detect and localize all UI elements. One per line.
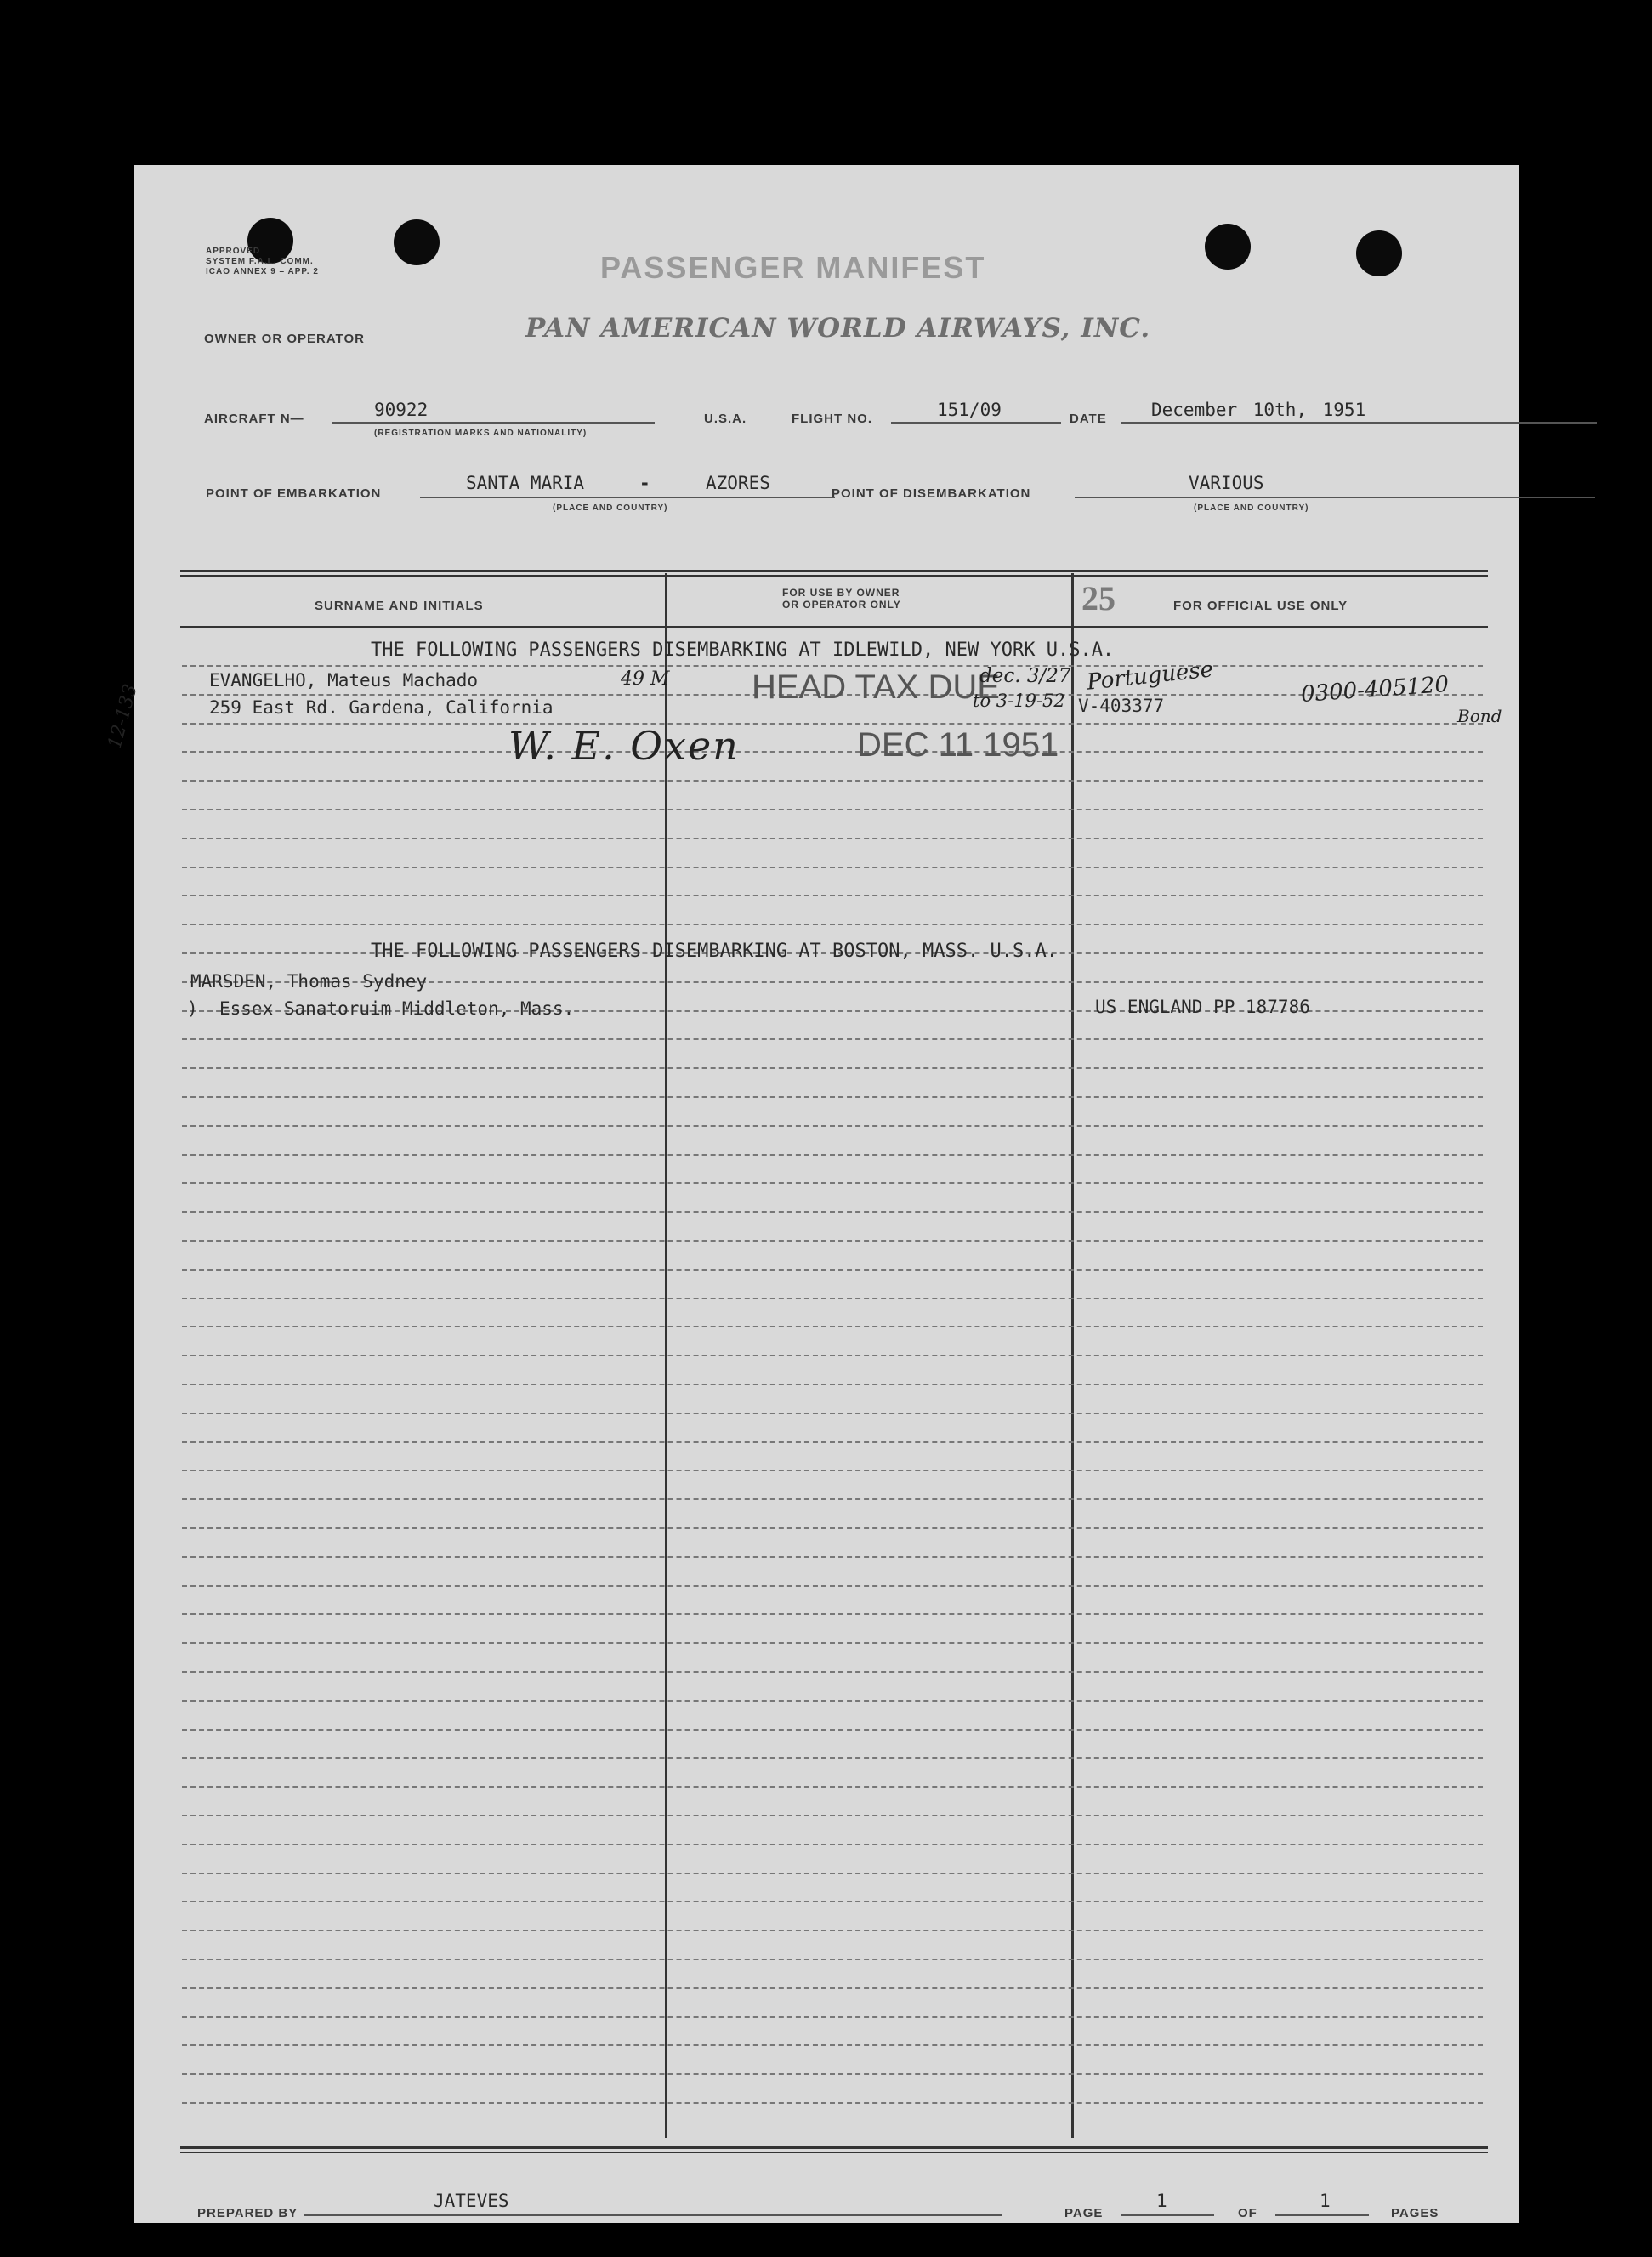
row-line xyxy=(182,1096,1483,1098)
row-line xyxy=(182,867,1483,868)
row-line xyxy=(182,2016,1483,2018)
embarkation-dash: - xyxy=(639,473,650,493)
row-line xyxy=(182,1700,1483,1702)
row-line xyxy=(182,809,1483,810)
column-header-owner-1: FOR USE BY OWNER xyxy=(782,587,900,599)
disembarkation-label: POINT OF DISEMBARKATION xyxy=(832,486,1031,501)
bond-note: Bond xyxy=(1457,706,1502,726)
row-line xyxy=(182,2102,1483,2104)
row-line xyxy=(182,2044,1483,2046)
date-underline xyxy=(1121,422,1597,424)
row-line xyxy=(182,780,1483,782)
prepared-by: JATEVES xyxy=(434,2191,509,2211)
row-line xyxy=(182,1729,1483,1731)
row-line xyxy=(182,1930,1483,1931)
punch-hole xyxy=(1356,230,1402,276)
disembarkation-caption: (PLACE AND COUNTRY) xyxy=(1194,503,1309,513)
row-line xyxy=(182,1355,1483,1356)
carrier-name: PAN AMERICAN WORLD AIRWAYS, INC. xyxy=(525,313,1151,344)
pages-label: PAGES xyxy=(1391,2206,1439,2220)
row-line xyxy=(182,1901,1483,1902)
margin-note: 12-133 xyxy=(104,681,142,752)
row-line xyxy=(182,2073,1483,2075)
embarkation-place: SANTA MARIA xyxy=(466,473,585,493)
row-line xyxy=(182,1182,1483,1184)
stay-dates: to 3-19-52 xyxy=(973,691,1065,711)
passenger-address: Essex Sanatoruim Middleton, Mass. xyxy=(219,998,575,1019)
footer-rule xyxy=(180,2146,1488,2149)
row-line xyxy=(182,1269,1483,1271)
manifest-sheet xyxy=(104,165,1519,2223)
row-line xyxy=(182,1384,1483,1385)
header-bottom-rule xyxy=(180,626,1488,628)
row-line xyxy=(182,1470,1483,1471)
row-line xyxy=(182,665,1483,667)
embarkation-caption: (PLACE AND COUNTRY) xyxy=(553,503,668,513)
row-line xyxy=(182,1211,1483,1213)
punch-hole xyxy=(1205,224,1251,270)
row-line xyxy=(182,838,1483,839)
passenger-official: US ENGLAND PP 187786 xyxy=(1095,997,1310,1017)
approval-line: SYSTEM F.A.L. COMM. xyxy=(206,257,314,266)
row-line xyxy=(182,1298,1483,1299)
passenger-address: 259 East Rd. Gardena, California xyxy=(209,697,554,718)
page-label: PAGE xyxy=(1064,2206,1104,2220)
row-line xyxy=(182,1326,1483,1327)
column-header-surname: SURNAME AND INITIALS xyxy=(315,599,484,613)
embarkation-underline xyxy=(420,497,835,498)
section-header-boston: THE FOLLOWING PASSENGERS DISEMBARKING AT BOSTON, MASS. U.S.A. xyxy=(371,941,1058,962)
disembarkation-underline xyxy=(1075,497,1595,498)
of-label: OF xyxy=(1238,2206,1257,2220)
flight-number: 151/09 xyxy=(937,400,1002,420)
row-line xyxy=(182,924,1483,925)
flight-underline xyxy=(891,422,1061,424)
page-underline xyxy=(1121,2214,1214,2216)
date-stamp: DEC 11 1951 xyxy=(857,726,1059,764)
row-line xyxy=(182,895,1483,896)
total-underline xyxy=(1275,2214,1369,2216)
column-header-official: FOR OFFICIAL USE ONLY xyxy=(1173,599,1348,613)
embarkation-label: POINT OF EMBARKATION xyxy=(206,486,382,501)
row-line xyxy=(182,1585,1483,1587)
passenger-name: EVANGELHO, Mateus Machado xyxy=(209,670,479,691)
row-line xyxy=(182,1642,1483,1644)
section-header-idlewild: THE FOLLOWING PASSENGERS DISEMBARKING AT IDLEWILD, NEW YORK U.S.A. xyxy=(371,640,1115,661)
prepared-label: PREPARED BY xyxy=(197,2206,298,2220)
aircraft-label: AIRCRAFT N— xyxy=(204,412,304,426)
head-tax-stamp: HEAD TAX DUE xyxy=(752,668,1000,706)
row-line xyxy=(182,1125,1483,1127)
row-line xyxy=(182,751,1483,753)
page-number: 1 xyxy=(1156,2191,1167,2211)
flight-date: December 10th, 1951 xyxy=(1151,400,1366,420)
passenger-name: MARSDEN, Thomas Sydney xyxy=(190,971,428,992)
passenger-nationality: Portuguese xyxy=(1085,657,1215,696)
row-line xyxy=(182,1527,1483,1529)
passenger-visa: V-403377 xyxy=(1078,696,1165,716)
passenger-age-sex: 49 M xyxy=(621,668,670,690)
registration-caption: (REGISTRATION MARKS AND NATIONALITY) xyxy=(374,429,588,438)
form-title: PASSENGER MANIFEST xyxy=(600,250,986,285)
stay-dates: dec. 3/27 xyxy=(979,665,1071,687)
approval-line: APPROVED xyxy=(206,247,261,256)
officer-signature: W. E. Oxen xyxy=(508,723,740,769)
row-line xyxy=(182,1413,1483,1414)
date-label: DATE xyxy=(1070,412,1107,426)
row-line xyxy=(182,1786,1483,1788)
row-line xyxy=(182,1441,1483,1443)
row-line xyxy=(182,1067,1483,1069)
file-number: 0300-405120 xyxy=(1300,671,1450,708)
usa-label: U.S.A. xyxy=(704,412,747,426)
table-top-rule xyxy=(180,575,1488,577)
punch-hole xyxy=(394,219,440,265)
passenger-bracket: ) xyxy=(187,998,198,1019)
row-line xyxy=(182,1987,1483,1989)
aircraft-underline xyxy=(332,422,655,424)
embarkation-country: AZORES xyxy=(706,473,770,493)
flight-label: FLIGHT NO. xyxy=(792,412,872,426)
row-line xyxy=(182,1556,1483,1558)
row-line xyxy=(182,1498,1483,1500)
row-line xyxy=(182,1757,1483,1759)
row-line xyxy=(182,1613,1483,1615)
row-line xyxy=(182,1844,1483,1845)
row-line xyxy=(182,1240,1483,1242)
row-line xyxy=(182,1959,1483,1960)
approval-line: ICAO ANNEX 9 – APP. 2 xyxy=(206,267,319,276)
page-total: 1 xyxy=(1320,2191,1331,2211)
row-line xyxy=(182,1038,1483,1040)
owner-label: OWNER OR OPERATOR xyxy=(204,332,365,346)
row-line xyxy=(182,723,1483,725)
aircraft-number: 90922 xyxy=(374,400,429,420)
footer-rule xyxy=(180,2152,1488,2153)
table-top-rule xyxy=(180,570,1488,572)
row-line xyxy=(182,1671,1483,1673)
row-line xyxy=(182,1154,1483,1156)
passenger-count: 25 xyxy=(1081,579,1116,617)
disembarkation-value: VARIOUS xyxy=(1189,473,1264,493)
column-header-owner-2: OR OPERATOR ONLY xyxy=(782,599,901,611)
row-line xyxy=(182,1873,1483,1874)
row-line xyxy=(182,1815,1483,1816)
prepared-underline xyxy=(304,2214,1002,2216)
